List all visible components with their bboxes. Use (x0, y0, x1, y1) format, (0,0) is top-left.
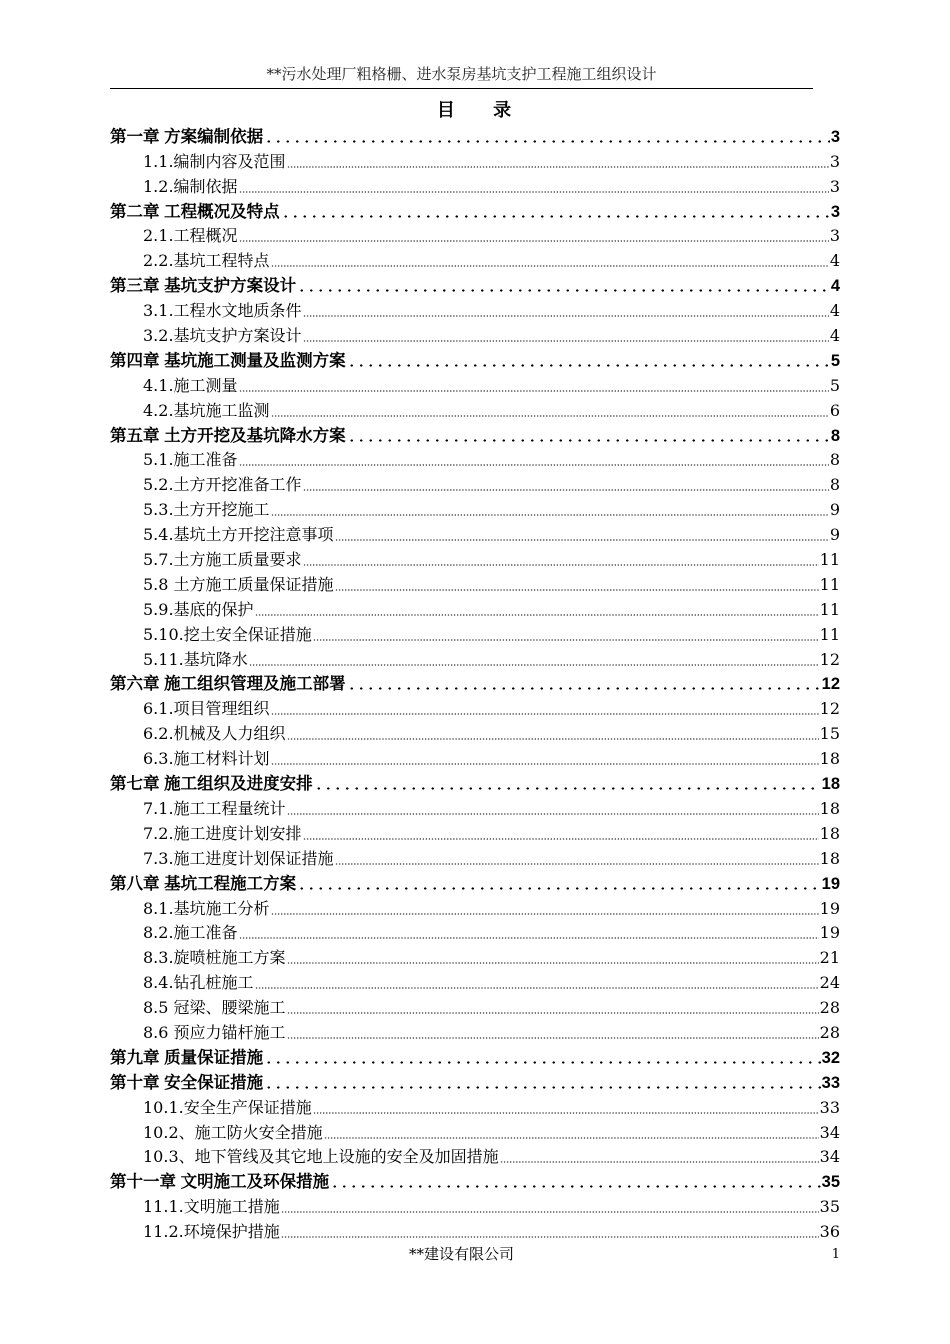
toc-entry-page: 11 (819, 624, 840, 644)
toc-section-entry[interactable] (110, 297, 840, 322)
toc-entry-page: 28 (819, 1022, 840, 1042)
table-of-contents (110, 123, 840, 1243)
toc-dot-leader (303, 838, 819, 840)
toc-dot-leader (271, 713, 819, 715)
toc-section-entry[interactable] (110, 247, 840, 272)
toc-entry-page: 4 (830, 277, 840, 296)
toc-section-entry[interactable] (110, 496, 840, 521)
toc-dot-leader (287, 738, 819, 740)
toc-entry-page: 33 (819, 1097, 840, 1117)
toc-section-entry[interactable] (110, 148, 840, 173)
toc-entry-label: 5.4.基坑土方开挖注意事项 (143, 525, 334, 545)
toc-entry-label: 第三章 基坑支护方案设计 (110, 277, 297, 296)
toc-dot-leader (255, 614, 819, 616)
toc-dot-leader (271, 763, 819, 765)
toc-entry-page: 8 (829, 475, 840, 495)
toc-chapter-entry[interactable] (110, 1168, 840, 1193)
toc-section-entry[interactable] (110, 745, 840, 770)
toc-dot-leader (314, 787, 821, 790)
toc-dot-leader (500, 1161, 819, 1163)
toc-dot-leader (281, 1211, 819, 1213)
toc-entry-label: 第十章 安全保证措施 (110, 1073, 264, 1092)
toc-dot-leader (255, 987, 819, 989)
toc-section-entry[interactable] (110, 845, 840, 870)
toc-entry-page: 18 (821, 775, 840, 794)
toc-entry-label: 1.2.编制依据 (143, 176, 238, 196)
toc-section-entry[interactable] (110, 720, 840, 745)
toc-dot-leader (303, 340, 829, 342)
toc-entry-label: 第二章 工程概况及特点 (110, 202, 280, 221)
toc-dot-leader (264, 140, 830, 143)
toc-entry-label: 4.1.施工测量 (143, 375, 238, 395)
toc-dot-leader (324, 1137, 819, 1139)
toc-entry-page: 36 (819, 1222, 840, 1242)
toc-section-entry[interactable] (110, 1144, 840, 1169)
toc-entry-page: 18 (819, 848, 840, 868)
toc-section-entry[interactable] (110, 695, 840, 720)
toc-entry-label: 6.1.项目管理组织 (143, 699, 270, 719)
toc-dot-leader (281, 215, 830, 218)
toc-entry-label: 第一章 方案编制依据 (110, 127, 264, 146)
toc-dot-leader (335, 589, 819, 591)
toc-entry-label: 第八章 基坑工程施工方案 (110, 874, 297, 893)
toc-dot-leader (297, 289, 830, 292)
toc-chapter-entry[interactable] (110, 198, 840, 223)
page-header-title: **污水处理厂粗格栅、进水泵房基坑支护工程施工组织设计 (266, 65, 657, 83)
toc-section-entry[interactable] (110, 1094, 840, 1119)
toc-section-entry[interactable] (110, 322, 840, 347)
toc-entry-label: 5.11.基坑降水 (143, 649, 248, 669)
toc-entry-label: 11.2.环境保护措施 (143, 1222, 280, 1242)
toc-dot-leader (330, 1185, 821, 1188)
toc-entry-label: 3.1.工程水文地质条件 (143, 301, 302, 321)
toc-section-entry[interactable] (110, 920, 840, 945)
toc-entry-label: 4.2.基坑施工监测 (143, 400, 270, 420)
toc-entry-page: 19 (821, 874, 840, 893)
toc-dot-leader (313, 1112, 819, 1114)
toc-section-entry[interactable] (110, 621, 840, 646)
toc-dot-leader (347, 687, 821, 690)
toc-dot-leader (303, 315, 829, 317)
toc-entry-label: 第七章 施工组织及进度安排 (110, 775, 313, 794)
toc-entry-label: 5.3.土方开挖施工 (143, 500, 270, 520)
toc-section-entry[interactable] (110, 521, 840, 546)
toc-dot-leader (264, 1086, 821, 1089)
toc-dot-leader (264, 1061, 821, 1064)
toc-entry-label: 2.2.基坑工程特点 (143, 251, 270, 271)
toc-entry-label: 第六章 施工组织管理及施工部署 (110, 675, 346, 694)
toc-entry-label: 11.1.文明施工措施 (143, 1197, 280, 1217)
toc-dot-leader (335, 863, 819, 865)
toc-dot-leader (287, 166, 829, 168)
toc-entry-page: 34 (819, 1147, 840, 1167)
toc-entry-label: 8.4.钻孔桩施工 (143, 973, 254, 993)
toc-entry-page: 18 (819, 823, 840, 843)
toc-section-entry[interactable] (110, 571, 840, 596)
toc-entry-label: 10.1.安全生产保证措施 (143, 1097, 312, 1117)
toc-entry-label: 8.2.施工准备 (143, 923, 238, 943)
toc-entry-page: 24 (819, 973, 840, 993)
toc-entry-label: 第十一章 文明施工及环保措施 (110, 1173, 330, 1192)
toc-entry-page: 12 (819, 649, 840, 669)
toc-dot-leader (271, 415, 829, 417)
toc-entry-page: 34 (819, 1122, 840, 1142)
toc-chapter-entry[interactable] (110, 347, 840, 372)
toc-entry-page: 3 (829, 226, 840, 246)
toc-entry-page: 5 (830, 351, 840, 370)
toc-section-entry[interactable] (110, 795, 840, 820)
toc-entry-page: 8 (829, 450, 840, 470)
toc-section-entry[interactable] (110, 895, 840, 920)
toc-section-entry[interactable] (110, 969, 840, 994)
toc-dot-leader (239, 191, 829, 193)
toc-entry-label: 5.8 土方施工质量保证措施 (143, 574, 334, 594)
toc-entry-page: 19 (819, 923, 840, 943)
toc-section-entry[interactable] (110, 596, 840, 621)
toc-dot-leader (347, 364, 830, 367)
toc-entry-page: 18 (819, 749, 840, 769)
toc-chapter-entry[interactable] (110, 422, 840, 447)
toc-section-entry[interactable] (110, 1193, 840, 1218)
toc-dot-leader (287, 813, 819, 815)
toc-dot-leader (287, 962, 819, 964)
toc-section-entry[interactable] (110, 372, 840, 397)
toc-entry-label: 5.9.基底的保护 (143, 599, 254, 619)
toc-section-entry[interactable] (110, 397, 840, 422)
toc-entry-page: 8 (830, 426, 840, 445)
toc-entry-label: 第四章 基坑施工测量及监测方案 (110, 351, 346, 370)
toc-entry-page: 32 (821, 1048, 840, 1067)
toc-heading-right: 录 (493, 100, 514, 121)
toc-entry-page: 35 (819, 1197, 840, 1217)
toc-dot-leader (287, 1012, 819, 1014)
toc-entry-page: 3 (829, 151, 840, 171)
toc-section-entry[interactable] (110, 1019, 840, 1044)
toc-dot-leader (303, 564, 819, 566)
toc-entry-label: 第五章 土方开挖及基坑降水方案 (110, 426, 346, 445)
toc-section-entry[interactable] (110, 546, 840, 571)
toc-entry-label: 7.3.施工进度计划保证措施 (143, 848, 334, 868)
toc-entry-page: 3 (830, 202, 840, 221)
toc-entry-label: 8.3.旋喷桩施工方案 (143, 948, 286, 968)
toc-entry-page: 3 (829, 176, 840, 196)
toc-entry-label: 7.2.施工进度计划安排 (143, 823, 302, 843)
toc-chapter-entry[interactable] (110, 123, 840, 148)
toc-chapter-entry[interactable] (110, 1044, 840, 1069)
toc-dot-leader (297, 887, 821, 890)
toc-dot-leader (287, 1037, 819, 1039)
toc-dot-leader (335, 539, 829, 541)
toc-dot-leader (239, 390, 829, 392)
toc-entry-page: 15 (819, 724, 840, 744)
toc-dot-leader (313, 639, 819, 641)
toc-chapter-entry[interactable] (110, 671, 840, 696)
toc-heading-left: 目 (436, 100, 457, 121)
toc-chapter-entry[interactable] (110, 272, 840, 297)
toc-section-entry[interactable] (110, 646, 840, 671)
toc-entry-page: 28 (819, 998, 840, 1018)
toc-entry-page: 35 (821, 1173, 840, 1192)
toc-entry-page: 18 (819, 798, 840, 818)
toc-chapter-entry[interactable] (110, 870, 840, 895)
header-divider (110, 88, 813, 89)
toc-entry-label: 5.10.挖土安全保证措施 (143, 624, 312, 644)
toc-entry-page: 11 (819, 599, 840, 619)
toc-section-entry[interactable] (110, 471, 840, 496)
toc-entry-page: 19 (819, 898, 840, 918)
toc-dot-leader (347, 439, 830, 442)
toc-entry-page: 12 (821, 675, 840, 694)
toc-chapter-entry[interactable] (110, 770, 840, 795)
toc-dot-leader (281, 1236, 819, 1238)
toc-dot-leader (271, 265, 829, 267)
toc-dot-leader (239, 240, 829, 242)
toc-section-entry[interactable] (110, 1119, 840, 1144)
toc-entry-page: 4 (829, 301, 840, 321)
toc-entry-page: 12 (819, 699, 840, 719)
toc-chapter-entry[interactable] (110, 1069, 840, 1094)
toc-entry-label: 8.6 预应力锚杆施工 (143, 1022, 286, 1042)
toc-entry-page: 5 (829, 375, 840, 395)
toc-entry-label: 7.1.施工工程量统计 (143, 798, 286, 818)
toc-section-entry[interactable] (110, 447, 840, 472)
toc-entry-label: 8.5 冠梁、腰梁施工 (143, 998, 286, 1018)
toc-entry-label: 5.1.施工准备 (143, 450, 238, 470)
page-number: 1 (831, 1247, 840, 1262)
toc-entry-label: 5.7.土方施工质量要求 (143, 550, 302, 570)
toc-dot-leader (271, 514, 829, 516)
toc-entry-page: 11 (819, 574, 840, 594)
toc-section-entry[interactable] (110, 994, 840, 1019)
toc-entry-label: 6.3.施工材料计划 (143, 749, 270, 769)
toc-dot-leader (239, 937, 819, 939)
toc-section-entry[interactable] (110, 1218, 840, 1243)
toc-section-entry[interactable] (110, 173, 840, 198)
toc-entry-label: 10.3、地下管线及其它地上设施的安全及加固措施 (143, 1147, 499, 1167)
toc-entry-page: 9 (829, 500, 840, 520)
page-footer-company: **建设有限公司 (408, 1245, 514, 1263)
toc-entry-page: 11 (819, 550, 840, 570)
toc-dot-leader (303, 489, 829, 491)
toc-entry-label: 3.2.基坑支护方案设计 (143, 326, 302, 346)
toc-entry-page: 4 (829, 251, 840, 271)
toc-entry-page: 21 (819, 948, 840, 968)
toc-entry-page: 9 (829, 525, 840, 545)
toc-entry-page: 3 (830, 127, 840, 146)
toc-entry-label: 10.2、施工防火安全措施 (143, 1122, 323, 1142)
toc-heading (110, 98, 840, 124)
toc-section-entry[interactable] (110, 944, 840, 969)
toc-section-entry[interactable] (110, 223, 840, 248)
toc-entry-label: 2.1.工程概况 (143, 226, 238, 246)
toc-entry-label: 6.2.机械及人力组织 (143, 724, 286, 744)
toc-dot-leader (249, 664, 819, 666)
toc-dot-leader (239, 464, 829, 466)
toc-entry-page: 6 (829, 400, 840, 420)
toc-section-entry[interactable] (110, 820, 840, 845)
toc-entry-page: 33 (821, 1073, 840, 1092)
toc-entry-label: 1.1.编制内容及范围 (143, 151, 286, 171)
toc-entry-page: 4 (829, 326, 840, 346)
toc-dot-leader (271, 913, 819, 915)
toc-entry-label: 5.2.土方开挖准备工作 (143, 475, 302, 495)
toc-entry-label: 第九章 质量保证措施 (110, 1048, 264, 1067)
toc-entry-label: 8.1.基坑施工分析 (143, 898, 270, 918)
